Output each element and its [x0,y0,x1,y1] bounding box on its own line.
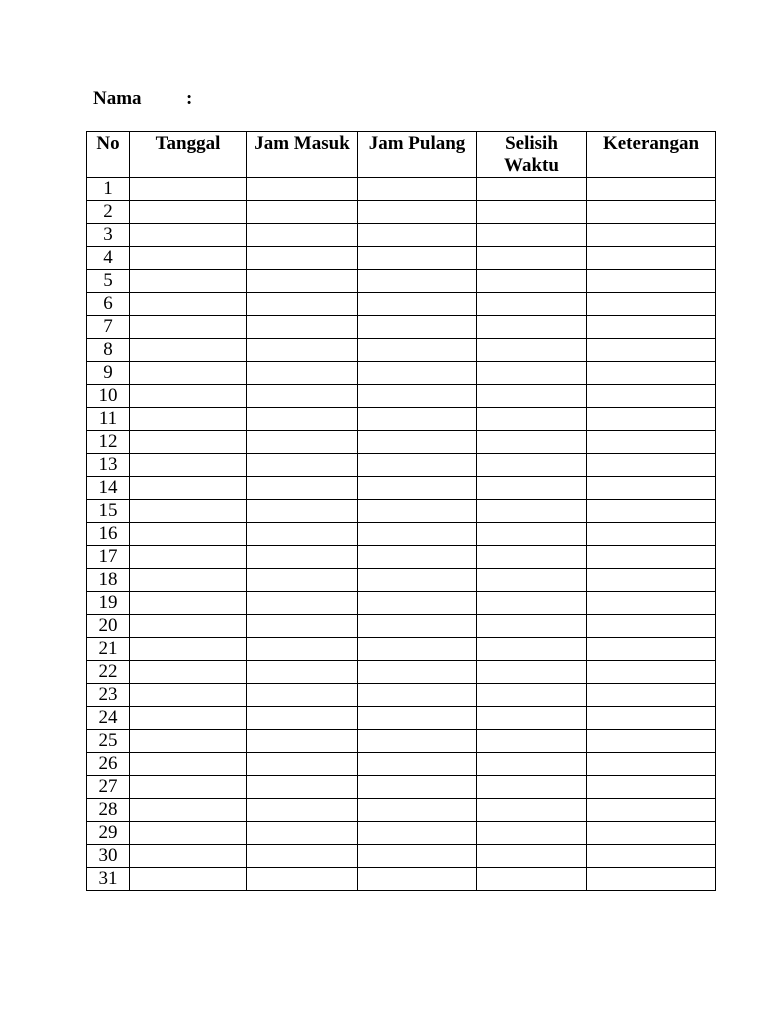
cell-jam-pulang [358,569,477,592]
row-number: 11 [87,408,130,431]
cell-tanggal [130,845,247,868]
name-field-line [93,88,192,110]
cell-tanggal [130,362,247,385]
cell-tanggal [130,707,247,730]
row-number: 25 [87,730,130,753]
cell-tanggal [130,316,247,339]
table-row [87,684,716,707]
cell-keterangan [587,615,716,638]
cell-keterangan [587,408,716,431]
cell-selisih-waktu [477,247,587,270]
cell-selisih-waktu [477,454,587,477]
cell-tanggal [130,408,247,431]
cell-selisih-waktu [477,868,587,891]
cell-keterangan [587,569,716,592]
cell-jam-masuk [247,569,358,592]
row-number: 7 [87,316,130,339]
cell-keterangan [587,592,716,615]
table-row [87,822,716,845]
cell-jam-pulang [358,201,477,224]
cell-selisih-waktu [477,845,587,868]
cell-keterangan [587,799,716,822]
row-number: 4 [87,247,130,270]
attendance-table [86,131,716,891]
column-header-keterangan: Keterangan [587,132,716,178]
cell-tanggal [130,661,247,684]
column-header-tanggal: Tanggal [130,132,247,178]
table-row [87,178,716,201]
cell-keterangan [587,753,716,776]
table-row [87,546,716,569]
cell-jam-pulang [358,753,477,776]
cell-jam-pulang [358,684,477,707]
cell-jam-masuk [247,868,358,891]
row-number: 31 [87,868,130,891]
cell-selisih-waktu [477,385,587,408]
row-number: 17 [87,546,130,569]
cell-jam-pulang [358,799,477,822]
cell-jam-pulang [358,822,477,845]
table-row [87,339,716,362]
cell-tanggal [130,339,247,362]
table-row [87,523,716,546]
table-row [87,362,716,385]
row-number: 29 [87,822,130,845]
cell-jam-masuk [247,684,358,707]
cell-tanggal [130,431,247,454]
cell-tanggal [130,500,247,523]
cell-jam-pulang [358,247,477,270]
cell-jam-pulang [358,500,477,523]
cell-jam-pulang [358,546,477,569]
cell-jam-masuk [247,270,358,293]
row-number: 2 [87,201,130,224]
table-row [87,385,716,408]
table-row [87,247,716,270]
cell-keterangan [587,454,716,477]
cell-keterangan [587,270,716,293]
cell-selisih-waktu [477,201,587,224]
column-header-jam-pulang: Jam Pulang [358,132,477,178]
cell-selisih-waktu [477,753,587,776]
table-row [87,730,716,753]
cell-jam-masuk [247,477,358,500]
row-number: 22 [87,661,130,684]
cell-tanggal [130,822,247,845]
row-number: 24 [87,707,130,730]
cell-jam-masuk [247,385,358,408]
table-row [87,224,716,247]
cell-keterangan [587,730,716,753]
cell-keterangan [587,707,716,730]
cell-selisih-waktu [477,270,587,293]
cell-jam-masuk [247,316,358,339]
table-row [87,707,716,730]
row-number: 12 [87,431,130,454]
row-number: 6 [87,293,130,316]
cell-jam-masuk [247,500,358,523]
cell-tanggal [130,638,247,661]
cell-tanggal [130,569,247,592]
cell-tanggal [130,224,247,247]
cell-jam-masuk [247,224,358,247]
cell-keterangan [587,431,716,454]
column-header-no: No [87,132,130,178]
table-row [87,799,716,822]
row-number: 5 [87,270,130,293]
cell-jam-pulang [358,316,477,339]
cell-selisih-waktu [477,546,587,569]
cell-keterangan [587,845,716,868]
cell-selisih-waktu [477,477,587,500]
row-number: 23 [87,684,130,707]
cell-selisih-waktu [477,224,587,247]
cell-tanggal [130,592,247,615]
cell-jam-masuk [247,201,358,224]
cell-keterangan [587,500,716,523]
cell-keterangan [587,638,716,661]
cell-tanggal [130,684,247,707]
row-number: 13 [87,454,130,477]
row-number: 8 [87,339,130,362]
cell-selisih-waktu [477,822,587,845]
cell-jam-masuk [247,661,358,684]
cell-jam-pulang [358,776,477,799]
cell-selisih-waktu [477,776,587,799]
cell-selisih-waktu [477,178,587,201]
cell-jam-masuk [247,339,358,362]
row-number: 21 [87,638,130,661]
row-number: 15 [87,500,130,523]
cell-jam-pulang [358,339,477,362]
column-header-jam-masuk: Jam Masuk [247,132,358,178]
cell-jam-pulang [358,178,477,201]
row-number: 10 [87,385,130,408]
cell-jam-masuk [247,753,358,776]
row-number: 20 [87,615,130,638]
cell-tanggal [130,868,247,891]
column-header-selisih-waktu: Selisih Waktu [477,132,587,178]
cell-selisih-waktu [477,615,587,638]
cell-tanggal [130,730,247,753]
cell-tanggal [130,523,247,546]
cell-keterangan [587,247,716,270]
cell-tanggal [130,178,247,201]
table-row [87,201,716,224]
cell-jam-pulang [358,362,477,385]
cell-jam-masuk [247,178,358,201]
cell-jam-pulang [358,661,477,684]
table-body [87,178,716,891]
cell-jam-pulang [358,270,477,293]
cell-keterangan [587,868,716,891]
cell-tanggal [130,293,247,316]
cell-keterangan [587,523,716,546]
cell-selisih-waktu [477,730,587,753]
cell-jam-masuk [247,408,358,431]
cell-selisih-waktu [477,339,587,362]
row-number: 1 [87,178,130,201]
cell-keterangan [587,477,716,500]
cell-jam-masuk [247,431,358,454]
cell-jam-pulang [358,638,477,661]
row-number: 18 [87,569,130,592]
cell-tanggal [130,454,247,477]
row-number: 3 [87,224,130,247]
cell-jam-pulang [358,730,477,753]
row-number: 19 [87,592,130,615]
cell-jam-pulang [358,845,477,868]
table-row [87,477,716,500]
cell-jam-masuk [247,362,358,385]
cell-jam-masuk [247,615,358,638]
cell-keterangan [587,178,716,201]
cell-jam-pulang [358,707,477,730]
row-number: 26 [87,753,130,776]
cell-jam-masuk [247,247,358,270]
cell-jam-masuk [247,546,358,569]
cell-tanggal [130,477,247,500]
cell-jam-masuk [247,730,358,753]
cell-jam-pulang [358,868,477,891]
cell-jam-masuk [247,776,358,799]
row-number: 27 [87,776,130,799]
table-row [87,868,716,891]
table-row [87,776,716,799]
row-number: 9 [87,362,130,385]
table-row [87,638,716,661]
row-number: 30 [87,845,130,868]
cell-selisih-waktu [477,408,587,431]
cell-selisih-waktu [477,316,587,339]
cell-keterangan [587,385,716,408]
cell-jam-pulang [358,293,477,316]
cell-jam-masuk [247,592,358,615]
cell-tanggal [130,753,247,776]
cell-keterangan [587,661,716,684]
cell-jam-pulang [358,224,477,247]
cell-jam-masuk [247,638,358,661]
cell-selisih-waktu [477,500,587,523]
table-row [87,661,716,684]
cell-jam-pulang [358,385,477,408]
cell-jam-pulang [358,477,477,500]
cell-selisih-waktu [477,661,587,684]
cell-tanggal [130,799,247,822]
cell-tanggal [130,201,247,224]
cell-tanggal [130,615,247,638]
cell-jam-pulang [358,615,477,638]
table-row [87,431,716,454]
cell-selisih-waktu [477,293,587,316]
row-number: 16 [87,523,130,546]
cell-selisih-waktu [477,569,587,592]
row-number: 14 [87,477,130,500]
cell-tanggal [130,546,247,569]
table-row [87,500,716,523]
cell-keterangan [587,201,716,224]
cell-keterangan [587,546,716,569]
cell-jam-masuk [247,845,358,868]
table-row [87,845,716,868]
name-colon: : [186,88,193,109]
table-row [87,270,716,293]
cell-selisih-waktu [477,684,587,707]
cell-tanggal [130,247,247,270]
cell-jam-masuk [247,799,358,822]
cell-keterangan [587,362,716,385]
cell-keterangan [587,224,716,247]
table-row [87,753,716,776]
cell-selisih-waktu [477,431,587,454]
cell-keterangan [587,293,716,316]
table-row [87,569,716,592]
cell-keterangan [587,684,716,707]
cell-jam-pulang [358,592,477,615]
cell-selisih-waktu [477,638,587,661]
cell-tanggal [130,270,247,293]
cell-jam-masuk [247,454,358,477]
table-row [87,316,716,339]
cell-selisih-waktu [477,362,587,385]
cell-selisih-waktu [477,799,587,822]
cell-selisih-waktu [477,707,587,730]
cell-jam-pulang [358,454,477,477]
cell-tanggal [130,385,247,408]
cell-selisih-waktu [477,523,587,546]
cell-jam-masuk [247,822,358,845]
cell-jam-pulang [358,431,477,454]
cell-jam-pulang [358,408,477,431]
cell-selisih-waktu [477,592,587,615]
name-label: Nama [93,88,142,109]
row-number: 28 [87,799,130,822]
table-row [87,293,716,316]
cell-keterangan [587,776,716,799]
cell-tanggal [130,776,247,799]
table-row [87,615,716,638]
cell-keterangan [587,316,716,339]
cell-jam-masuk [247,293,358,316]
cell-jam-masuk [247,523,358,546]
cell-keterangan [587,822,716,845]
table-row [87,592,716,615]
table-row [87,408,716,431]
table-row [87,454,716,477]
cell-jam-masuk [247,707,358,730]
cell-keterangan [587,339,716,362]
cell-jam-pulang [358,523,477,546]
table-header-row [87,132,716,178]
